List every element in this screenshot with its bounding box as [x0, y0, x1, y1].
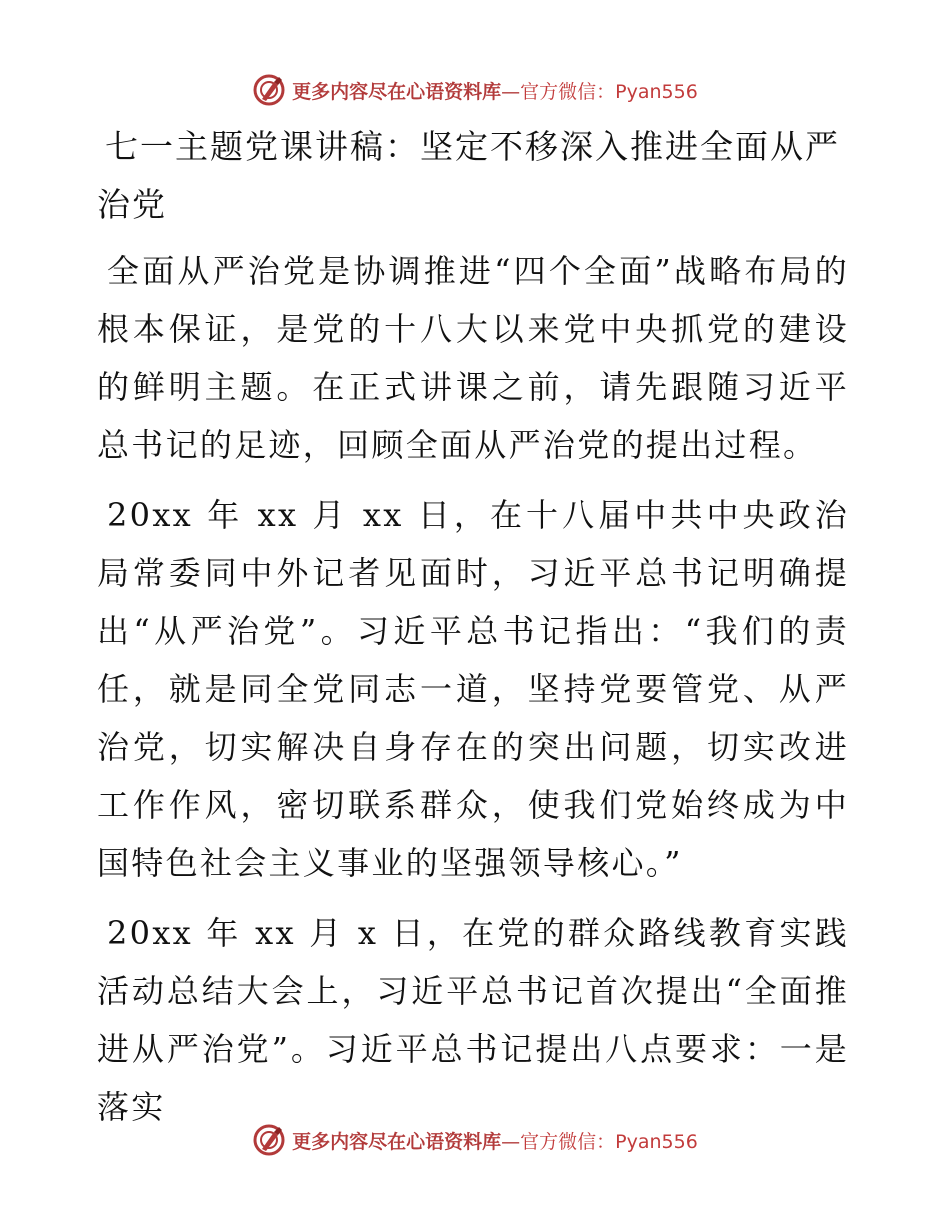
- footer-banner: [0, 1120, 950, 1160]
- footer-wechat: 官方微信：Pyan556: [520, 1130, 698, 1153]
- document-body: [97, 118, 849, 1148]
- header-wechat: 官方微信：Pyan556: [520, 80, 698, 103]
- header-separator: —: [501, 80, 521, 103]
- header-banner-text: [292, 77, 698, 104]
- pen-logo-icon: [252, 73, 286, 107]
- footer-banner-text: [292, 1127, 698, 1154]
- paragraph-3: 20xx 年 xx 月 x 日，在党的群众路线教育实践活动总结大会上，习近平总书记首次提出“全面推进从严治党”。习近平总书记提出八点要求：一是落实: [97, 914, 849, 1126]
- document-title: 七一主题党课讲稿：坚定不移深入推进全面从严治党: [97, 127, 840, 224]
- paragraph-1: 全面从严治党是协调推进“四个全面”战略布局的根本保证，是党的十八大以来党中央抓党的建设的鲜明主题。在正式讲课之前，请先跟随习近平总书记的足迹，回顾全面从严治党的提出过程。: [97, 252, 849, 464]
- paragraph-2: 20xx 年 xx 月 xx 日，在十八届中共中央政治局常委同中外记者见面时，习近平总书记明确提出“从严治党”。习近平总书记指出：“我们的责任，就是同全党同志一道，坚持党要管党、从严治党，切实解决自身存在的突出问题，切实改进工作作风，密切联系群众，使我们党始终成为中国特色社会主义事业的坚强领导核心。”: [97, 496, 849, 882]
- header-brand: 更多内容尽在心语资料库: [292, 80, 502, 103]
- footer-brand: 更多内容尽在心语资料库: [292, 1130, 502, 1153]
- header-banner: [0, 70, 950, 110]
- footer-separator: —: [501, 1130, 521, 1153]
- pen-logo-icon: [252, 1123, 286, 1157]
